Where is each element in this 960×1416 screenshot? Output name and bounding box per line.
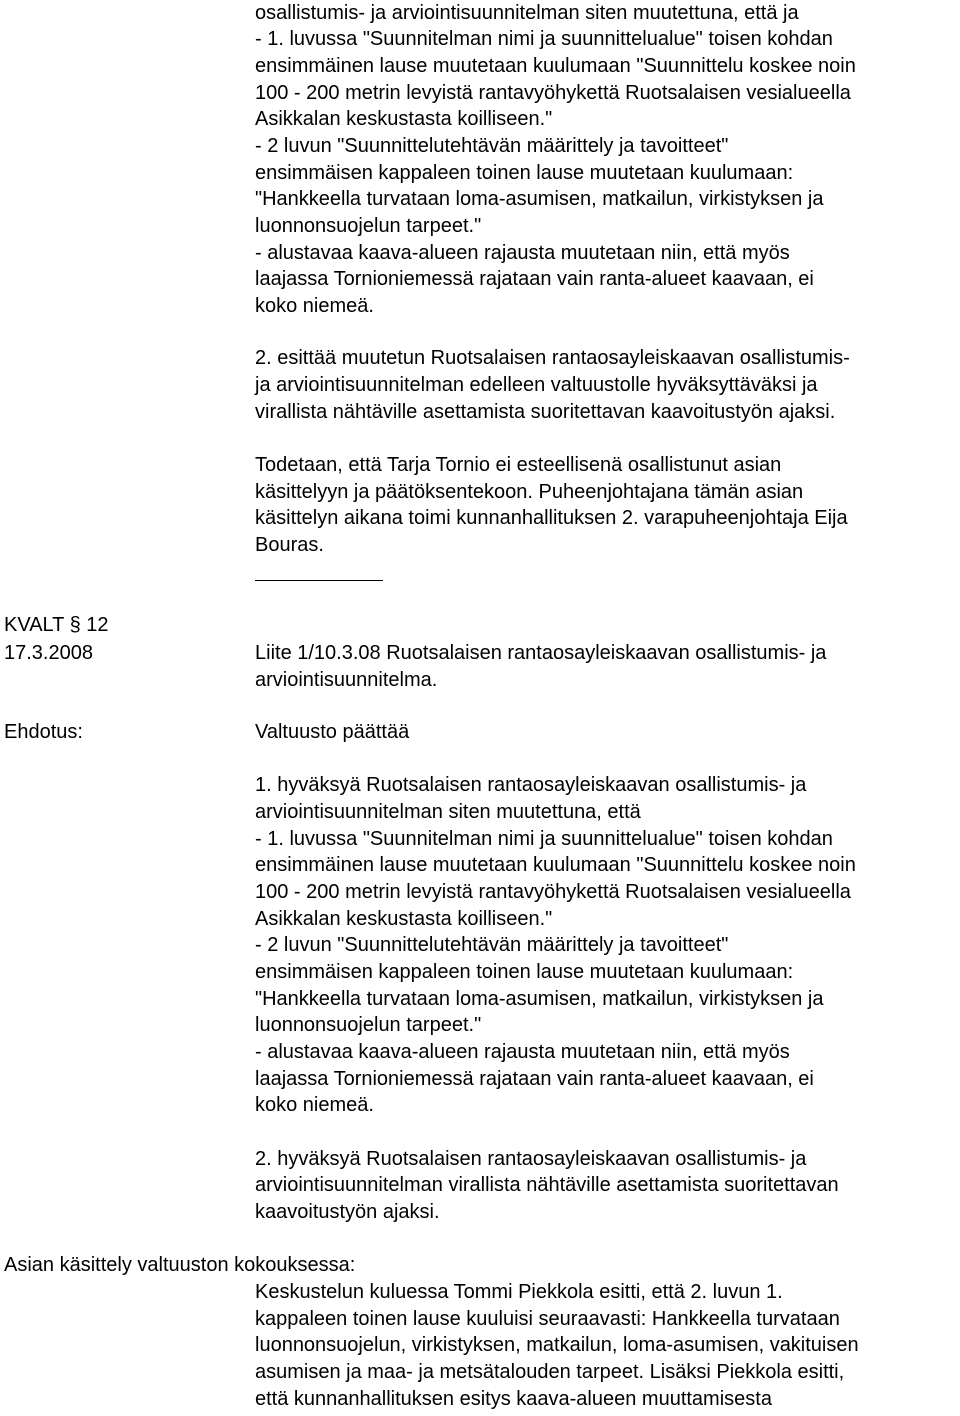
text-line: kaavoitustyön ajaksi.	[255, 1201, 440, 1223]
text-line: Asikkalan keskustasta koilliseen."	[255, 908, 553, 930]
text-line: 100 - 200 metrin levyistä rantavyöhykettä Ruotsalaisen vesialueella	[255, 881, 851, 903]
text-line: Todetaan, että Tarja Tornio ei esteellisenä osallistunut asian	[255, 454, 782, 476]
text-line: Keskustelun kuluessa Tommi Piekkola esitti, että 2. luvun 1.	[255, 1281, 783, 1303]
text-line: kappaleen toinen lause kuuluisi seuraavasti: Hankkeella turvataan	[255, 1308, 840, 1330]
text-line: Bouras.	[255, 534, 324, 556]
text-line: - 1. luvussa "Suunnitelman nimi ja suunnittelualue" toisen kohdan	[255, 828, 833, 850]
text-line: - alustavaa kaava-alueen rajausta muutetaan niin, että myös	[255, 242, 790, 264]
text-line: - 2 luvun "Suunnittelutehtävän määrittely ja tavoitteet"	[255, 934, 729, 956]
text-line: luonnonsuojelun, virkistyksen, matkailun, loma-asumisen, vakituisen	[255, 1334, 859, 1356]
text-line: koko niemeä.	[255, 295, 374, 317]
kvalt-label: KVALT	[4, 614, 65, 636]
kvalt-heading	[4, 612, 109, 639]
text-line: osallistumis- ja arviointisuunnitelman siten muutettuna, että ja	[255, 2, 799, 24]
ehdotus-heading: Valtuusto päättää	[255, 721, 410, 743]
text-line: arviointisuunnitelman siten muutettuna, että	[255, 801, 641, 823]
text-line: 2. esittää muutetun Ruotsalaisen rantaosayleiskaavan osallistumis-	[255, 347, 850, 369]
attachment-line: Liite 1/10.3.08 Ruotsalaisen rantaosayleiskaavan osallistumis- ja	[255, 642, 827, 664]
attachment-line: arviointisuunnitelma.	[255, 669, 438, 691]
text-line: virallista nähtäville asettamista suoritettavan kaavoitustyön ajaksi.	[255, 401, 836, 423]
text-line: ensimmäisen kappaleen toinen lause muutetaan kuulumaan:	[255, 961, 794, 983]
asian-kasittely-label: Asian käsittely valtuuston kokouksessa:	[4, 1254, 356, 1276]
text-line: - 1. luvussa "Suunnitelman nimi ja suunnittelualue" toisen kohdan	[255, 28, 833, 50]
ehdotus-label: Ehdotus:	[4, 721, 83, 743]
text-line: 2. hyväksyä Ruotsalaisen rantaosayleiskaavan osallistumis- ja	[255, 1148, 807, 1170]
section-divider	[255, 580, 383, 581]
text-line: luonnonsuojelun tarpeet."	[255, 1014, 482, 1036]
text-line: käsittelyyn ja päätöksentekoon. Puheenjohtajana tämän asian	[255, 481, 804, 503]
text-line: asumisen ja maa- ja metsätalouden tarpeet. Lisäksi Piekkola esitti,	[255, 1361, 845, 1383]
text-line: "Hankkeella turvataan loma-asumisen, matkailun, virkistyksen ja	[255, 188, 824, 210]
text-line: että kunnanhallituksen esitys kaava-alueen muuttamisesta	[255, 1388, 772, 1410]
text-line: ensimmäinen lause muutetaan kuulumaan "Suunnittelu koskee noin	[255, 854, 856, 876]
text-line: Asikkalan keskustasta koilliseen."	[255, 108, 553, 130]
text-line: laajassa Tornioniemessä rajataan vain ranta-alueet kaavaan, ei	[255, 1068, 814, 1090]
text-line: ensimmäisen kappaleen toinen lause muutetaan kuulumaan:	[255, 162, 794, 184]
text-line: arviointisuunnitelman virallista nähtäville asettamista suoritettavan	[255, 1174, 839, 1196]
text-line: 1. hyväksyä Ruotsalaisen rantaosayleiskaavan osallistumis- ja	[255, 774, 807, 796]
section-sign: §	[69, 614, 81, 636]
text-line: "Hankkeella turvataan loma-asumisen, matkailun, virkistyksen ja	[255, 988, 824, 1010]
text-line: - alustavaa kaava-alueen rajausta muutetaan niin, että myös	[255, 1041, 790, 1063]
text-line: ensimmäinen lause muutetaan kuulumaan "Suunnittelu koskee noin	[255, 55, 856, 77]
text-line: ja arviointisuunnitelman edelleen valtuustolle hyväksyttäväksi ja	[255, 374, 818, 396]
text-line: 100 - 200 metrin levyistä rantavyöhykettä Ruotsalaisen vesialueella	[255, 82, 851, 104]
kvalt-date: 17.3.2008	[4, 642, 93, 664]
text-line: - 2 luvun "Suunnittelutehtävän määrittely ja tavoitteet"	[255, 135, 729, 157]
text-line: koko niemeä.	[255, 1094, 374, 1116]
text-line: luonnonsuojelun tarpeet."	[255, 215, 482, 237]
text-line: laajassa Tornioniemessä rajataan vain ranta-alueet kaavaan, ei	[255, 268, 814, 290]
kvalt-number: 12	[86, 614, 109, 636]
text-line: käsittelyn aikana toimi kunnanhallituksen 2. varapuheenjohtaja Eija	[255, 507, 848, 529]
